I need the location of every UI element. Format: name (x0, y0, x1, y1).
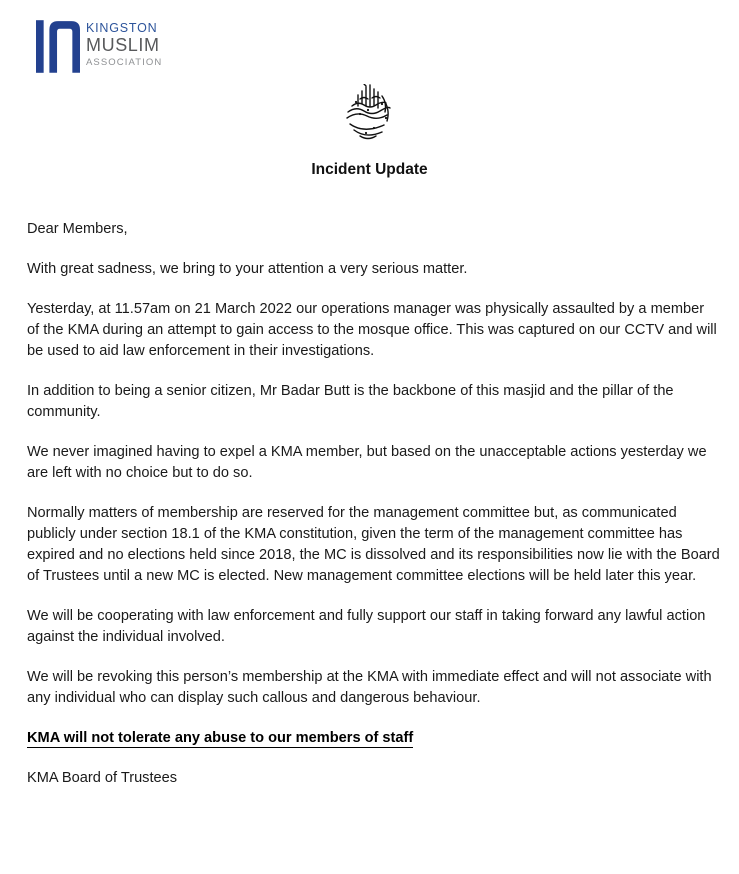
paragraph-constitution: Normally matters of membership are reserved for the management committee but, as communicated publicly under section 18.1 of the KMA constitution, given the term of the management committee has expired and no elections held since 2018, the MC is dissolved and its responsibilities now lie with the Board of Trustees until a new MC is elected. New management committee elections will be held later this year. (27, 505, 720, 584)
logo-line-association: ASSOCIATION (86, 57, 163, 68)
paragraph-victim: In addition to being a senior citizen, Mr Badar Butt is the backbone of this masjid and the pillar of the community. (27, 383, 674, 420)
kma-logo-wordmark (86, 18, 162, 69)
signature: KMA Board of Trustees (27, 770, 178, 786)
logo-line-muslim: MUSLIM (86, 35, 160, 55)
page-title: Incident Update (311, 161, 428, 178)
paragraph-law-enforcement: We will be cooperating with law enforcement and fully support our staff in taking forward any lawful action against the individual involved. (27, 608, 706, 645)
paragraph-expulsion: We never imagined having to expel a KMA member, but based on the unacceptable actions yesterday we are left with no choice but to do so. (27, 444, 707, 481)
logo-line-kingston: KINGSTON (86, 21, 158, 35)
letter-body (27, 219, 720, 808)
paragraph-revoking: We will be revoking this person’s membership at the KMA with immediate effect and will not associate with any individual who can display such callous and dangerous behaviour. (27, 669, 712, 706)
paragraph-intro: With great sadness, we bring to your attention a very serious matter. (27, 261, 468, 277)
bismillah-calligraphy-icon (338, 84, 402, 142)
emphasis-line: KMA will not tolerate any abuse to our members of staff (27, 730, 414, 746)
paragraph-incident: Yesterday, at 11.57am on 21 March 2022 our operations manager was physically assaulted by a member of the KMA during an attempt to gain access to the mosque office. This was captured on our CCTV and will be used to aid law enforcement in their investigations. (27, 301, 717, 359)
paragraph-salutation: Dear Members, (27, 221, 128, 237)
kma-logo (36, 18, 162, 75)
kma-arch-logo-icon (36, 18, 80, 75)
